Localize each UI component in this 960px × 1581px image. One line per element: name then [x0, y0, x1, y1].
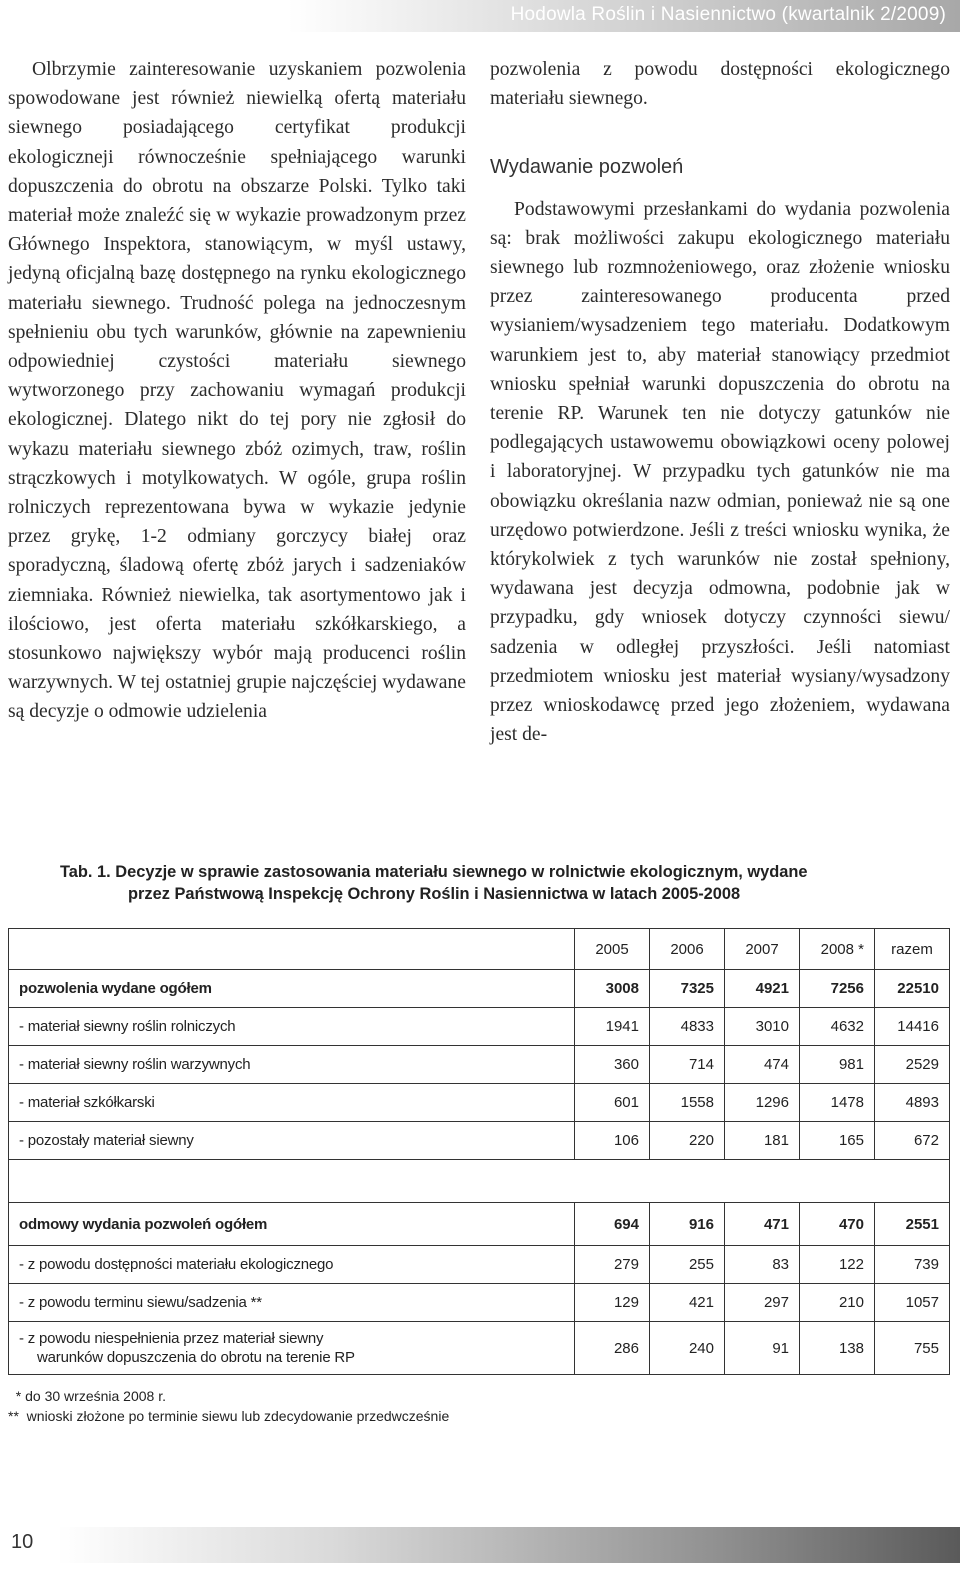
footnotes	[8, 1386, 449, 1426]
table-cell: 4833	[650, 1008, 725, 1046]
body-paragraph: Podstawowymi przesłankami do wydania pozwolenia są: brak możliwości zakupu ekologicznego materiału siewnego lub rozmnożeniowego, oraz złożenie wniosku przez zainteresowanego producenta przed wysianiem/wysadzeniem tego materiału. Dodatkowym warunkiem jest to, aby materiał stanowiący przedmiot wniosku spełniał warunki dopuszczenia do obrotu na terenie RP. Warunek ten nie dotyczy gatunków nie podlegających ustawowemu obowiązkowi oceny polowej i laboratoryjnej. W przypadku tych gatunków nie ma obowiązku określania nazw odmian, ponieważ nie są one urzędowo potwierdzone. Jeśli z treści wniosku wynika, że którykolwiek z tych warunków nie został spełniony, wydawana jest decyzja odmowna, podobnie jak w przypadku, gdy wniosek dotyczy czynności siewu/ sadzenia w odległej przyszłości. Jeśli natomiast przedmiotem wniosku jest materiał wysiany/wysadzony przez wnioskodawcę przed jego złożeniem, wydawana jest de-	[490, 198, 950, 746]
table-cell: 714	[650, 1046, 725, 1084]
table-cell: 1296	[725, 1084, 800, 1122]
table-row	[9, 1122, 950, 1160]
table-cell: 2551	[875, 1203, 950, 1246]
table-row	[9, 1322, 950, 1375]
table-cell: 474	[725, 1046, 800, 1084]
row-label-line: warunków dopuszczenia do obrotu na terenie RP	[37, 1349, 355, 1366]
row-label: - materiał szkółkarski	[9, 1084, 575, 1122]
table-cell: 91	[725, 1322, 800, 1375]
table-row	[9, 970, 950, 1008]
column-header: 2007	[725, 929, 800, 970]
table-cell: 7325	[650, 970, 725, 1008]
table-row	[9, 1046, 950, 1084]
row-label: pozwolenia wydane ogółem	[9, 970, 575, 1008]
table-cell: 138	[800, 1322, 875, 1375]
footnote: ** wnioski złożone po terminie siewu lub zdecydowanie przedwcześnie	[8, 1408, 450, 1424]
table-cell: 220	[650, 1122, 725, 1160]
left-column	[8, 55, 466, 727]
row-label-line: - z powodu niespełnienia przez materiał siewny	[19, 1330, 324, 1347]
table-cell: 470	[800, 1203, 875, 1246]
column-header: 2005	[575, 929, 650, 970]
table-cell: 672	[875, 1122, 950, 1160]
table-cell: 3008	[575, 970, 650, 1008]
row-label: - materiał siewny roślin rolniczych	[9, 1008, 575, 1046]
table-cell: 601	[575, 1084, 650, 1122]
table-cell: 181	[725, 1122, 800, 1160]
row-label: - z powodu dostępności materiału ekologicznego	[9, 1246, 575, 1284]
body-paragraph: Olbrzymie zainteresowanie uzyskaniem pozwolenia spowodowane jest również niewielką ofertą materiału siewnego posiadającego certyfikat produkcji ekologiczneji równocześnie spełniającego warunki dopuszczenia do obrotu na obszarze Polski. Tylko taki materiał może znaleźć się w wykazie prowadzonym przez Głównego Inspektora, stanowiącym, w myśl ustawy, jedyną oficjalną bazę dostępnego na rynku ekologicznego materiału siewnego. Trudność polega na jednoczesnym spełnieniu obu tych warunków, głównie na zapewnieniu odpowiedniej czystości materiału siewnego wytworzonego przy zachowaniu wymagań produkcji ekologicznej. Dlatego nikt do tej pory nie zgłosił do wykazu materiału siewnego zbóż ozimych, traw, roślin strączkowych i motylkowatych. W ogóle, grupa roślin rolniczych reprezentowana bywa w wykazie jedynie przez grykę, 1-2 odmiany gorczycy białej oraz sporadyczną, śladową ofertę zbóż jarych i sadzeniaków ziemniaka. Również niewielka, tak asortymentowo jak i ilościowo, jest oferta materiału szkółkarskiego, a stosunkowo największy wybór mają producenci roślin warzywnych. W tej ostatniej grupie najczęściej wydawane są decyzje o odmowie udzielenia	[8, 59, 466, 723]
caption-line: przez Państwową Inspekcję Ochrony Roślin i Nasiennictwa w latach 2005-2008	[128, 885, 741, 903]
table-row	[9, 1008, 950, 1046]
row-label: - z powodu terminu siewu/sadzenia **	[9, 1284, 575, 1322]
column-header: 2008 *	[800, 929, 875, 970]
table-row	[9, 1246, 950, 1284]
column-header: razem	[875, 929, 950, 970]
table-cell: 297	[725, 1284, 800, 1322]
column-header: 2006	[650, 929, 725, 970]
table-cell: 4893	[875, 1084, 950, 1122]
caption-line: Tab. 1. Decyzje w sprawie zastosowania materiału siewnego w rolnictwie ekologicznym, wydane	[60, 863, 808, 881]
page-number: 10	[11, 1531, 34, 1553]
table-cell: 360	[575, 1046, 650, 1084]
table-cell: 755	[875, 1322, 950, 1375]
table-cell: 22510	[875, 970, 950, 1008]
table-header-row	[9, 929, 950, 970]
table-cell: 471	[725, 1203, 800, 1246]
table-caption	[60, 861, 920, 905]
row-label: - pozostały materiał siewny	[9, 1122, 575, 1160]
table-row	[9, 1284, 950, 1322]
table-cell: 421	[650, 1284, 725, 1322]
row-label	[9, 1322, 575, 1375]
table-cell: 7256	[800, 970, 875, 1008]
row-label: odmowy wydania pozwoleń ogółem	[9, 1203, 575, 1246]
footnote: * do 30 września 2008 r.	[8, 1388, 166, 1404]
journal-title: Hodowla Roślin i Nasiennictwo (kwartalnik 2/2009)	[510, 4, 946, 25]
table-cell: 1558	[650, 1084, 725, 1122]
empty-header-cell	[9, 929, 575, 970]
table-cell: 739	[875, 1246, 950, 1284]
table-cell: 106	[575, 1122, 650, 1160]
table-cell: 694	[575, 1203, 650, 1246]
spacer-row	[9, 1160, 950, 1203]
right-column	[490, 55, 950, 749]
table-cell: 916	[650, 1203, 725, 1246]
table-row	[9, 1203, 950, 1246]
table-cell: 4921	[725, 970, 800, 1008]
table-cell: 210	[800, 1284, 875, 1322]
table-row	[9, 1084, 950, 1122]
footer-bar	[0, 1527, 960, 1563]
continuation-paragraph: pozwolenia z powodu dostępności ekologicznego materiału siewnego.	[490, 59, 950, 110]
table-cell: 279	[575, 1246, 650, 1284]
table-cell: 83	[725, 1246, 800, 1284]
header-bar	[0, 0, 960, 32]
table-cell: 1057	[875, 1284, 950, 1322]
section-heading: Wydawanie pozwoleń	[490, 156, 684, 179]
table-cell: 122	[800, 1246, 875, 1284]
table-cell: 286	[575, 1322, 650, 1375]
table-cell: 165	[800, 1122, 875, 1160]
table-cell: 981	[800, 1046, 875, 1084]
table-cell: 2529	[875, 1046, 950, 1084]
table-cell: 4632	[800, 1008, 875, 1046]
table-cell: 1478	[800, 1084, 875, 1122]
table-cell: 14416	[875, 1008, 950, 1046]
table-cell: 255	[650, 1246, 725, 1284]
spacer-cell	[9, 1160, 950, 1203]
decisions-table	[8, 928, 950, 1375]
table-cell: 1941	[575, 1008, 650, 1046]
table-cell: 3010	[725, 1008, 800, 1046]
table-cell: 129	[575, 1284, 650, 1322]
row-label: - materiał siewny roślin warzywnych	[9, 1046, 575, 1084]
table-cell: 240	[650, 1322, 725, 1375]
